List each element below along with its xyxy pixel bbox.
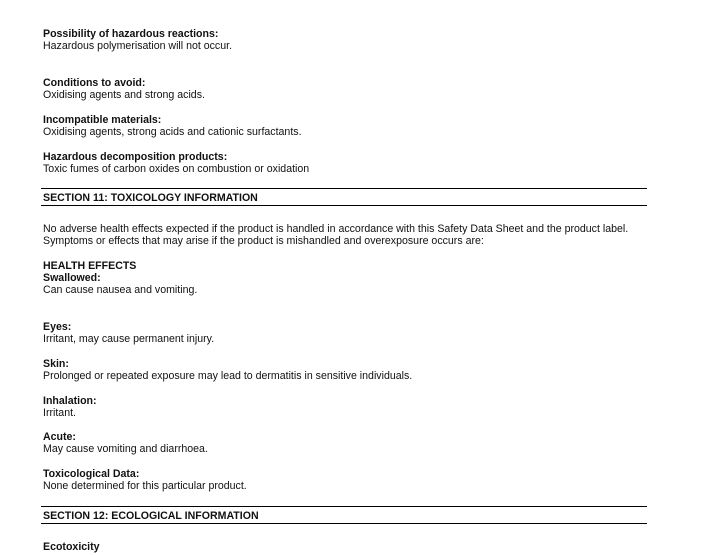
ecotoxicity-heading: Ecotoxicity: [43, 541, 100, 553]
hazardous-reactions-block: [43, 28, 646, 52]
decomposition-products-block: [43, 151, 646, 175]
toxicological-data-block: [43, 468, 646, 492]
hazardous-reactions-heading: Possibility of hazardous reactions:: [43, 28, 219, 40]
inhalation-heading: Inhalation:: [43, 395, 97, 407]
decomposition-products-heading: Hazardous decomposition products:: [43, 151, 228, 163]
decomposition-products-text: Toxic fumes of carbon oxides on combustion or oxidation: [43, 163, 310, 175]
eyes-block: [43, 321, 646, 345]
acute-block: [43, 431, 646, 455]
incompatible-materials-heading: Incompatible materials:: [43, 114, 162, 126]
toxicology-intro-line-1: No adverse health effects expected if the product is handled in accordance with this Safety Data Sheet and the product label.: [43, 223, 629, 235]
toxicological-data-text: None determined for this particular product.: [43, 480, 247, 492]
swallowed-block: [43, 260, 646, 296]
inhalation-block: [43, 395, 646, 419]
ecotoxicity-block: [43, 541, 646, 553]
section-11-header: SECTION 11: TOXICOLOGY INFORMATION: [41, 188, 647, 206]
eyes-text: Irritant, may cause permanent injury.: [43, 333, 215, 345]
skin-heading: Skin:: [43, 358, 69, 370]
inhalation-text: Irritant.: [43, 407, 76, 419]
conditions-to-avoid-block: [43, 77, 646, 101]
hazardous-reactions-text: Hazardous polymerisation will not occur.: [43, 40, 233, 52]
swallowed-text: Can cause nausea and vomiting.: [43, 284, 198, 296]
conditions-to-avoid-heading: Conditions to avoid:: [43, 77, 146, 89]
acute-text: May cause vomiting and diarrhoea.: [43, 443, 208, 455]
section-12-header: SECTION 12: ECOLOGICAL INFORMATION: [41, 506, 647, 524]
incompatible-materials-text: Oxidising agents, strong acids and cationic surfactants.: [43, 126, 302, 138]
acute-heading: Acute:: [43, 431, 76, 443]
skin-block: [43, 358, 646, 382]
eyes-heading: Eyes:: [43, 321, 72, 333]
conditions-to-avoid-text: Oxidising agents and strong acids.: [43, 89, 205, 101]
toxicology-intro: [43, 223, 646, 247]
health-effects-heading: HEALTH EFFECTS: [43, 260, 137, 272]
skin-text: Prolonged or repeated exposure may lead to dermatitis in sensitive individuals.: [43, 370, 413, 382]
toxicological-data-heading: Toxicological Data:: [43, 468, 140, 480]
incompatible-materials-block: [43, 114, 646, 138]
swallowed-heading: Swallowed:: [43, 272, 101, 284]
toxicology-intro-line-2: Symptoms or effects that may arise if the product is mishandled and overexposure occurs are:: [43, 235, 484, 247]
